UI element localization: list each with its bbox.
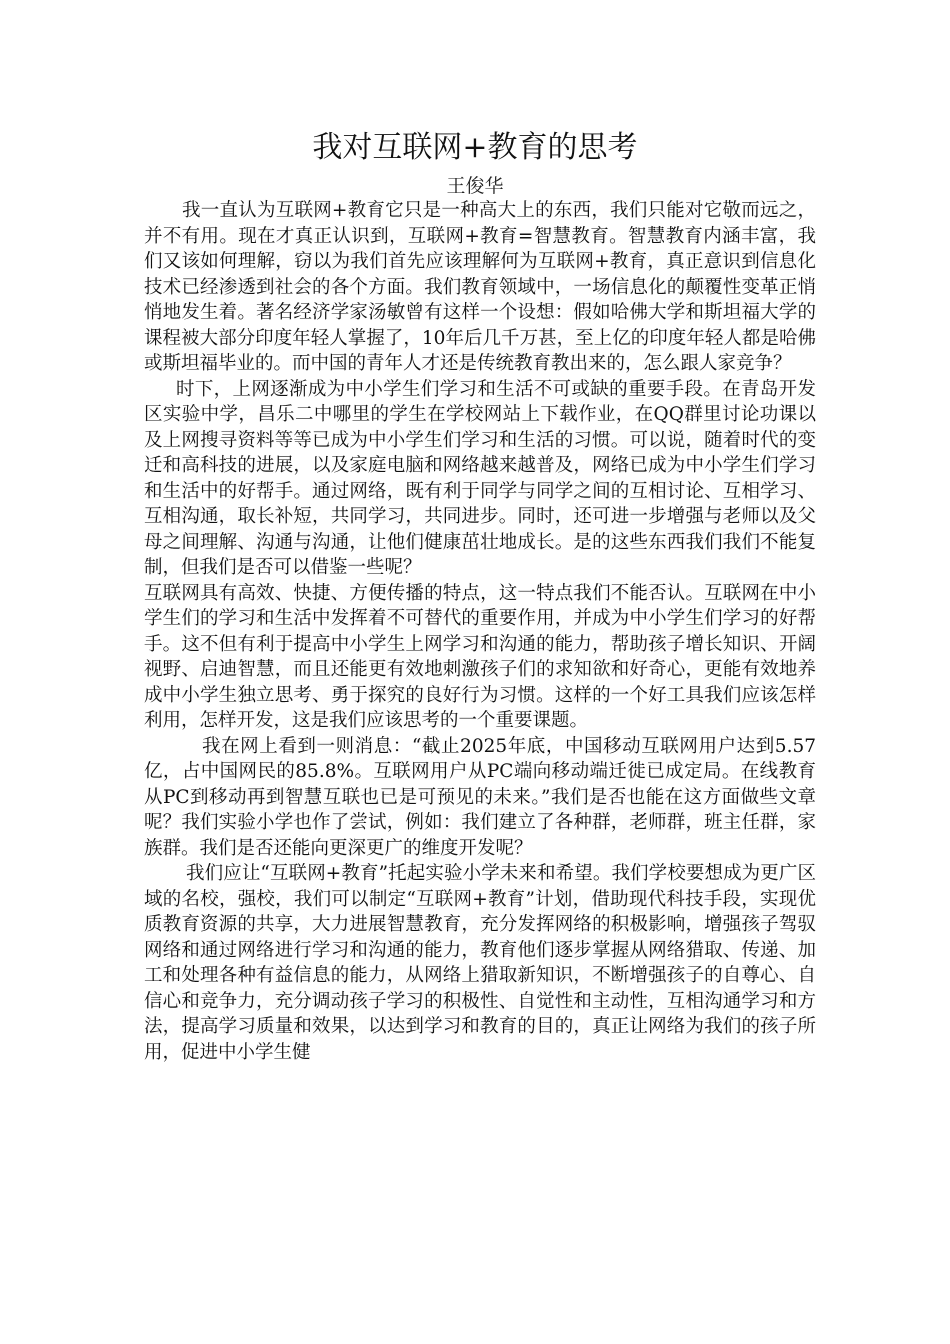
document-author: 王俊华 bbox=[446, 175, 504, 197]
paragraph-1: 我一直认为互联网+教育它只是一种高大上的东西，我们只能对它敬而远之，并不有用。现在才真正认识到，互联网+教育=智慧教育。智慧教育内涵丰富，我们又该如何理解，窃以为我们首先应该理解何为互联网+教育，真正意识到信息化技术已经渗透到社会的各个方面。我们教育领域中，一场信息化的颠覆性变革正悄悄地发生着。著名经济学家汤敏曾有这样一个设想：假如哈佛大学和斯坦福大学的课程被大部分印度年轻人掌握了，10年后几千万甚，至上亿的印度年轻人都是哈佛或斯坦福毕业的。而中国的青年人才还是传统教育教出来的，怎么跟人家竞争？ bbox=[144, 200, 816, 374]
paragraph-2: 时下，上网逐渐成为中小学生们学习和生活不可或缺的重要手段。在青岛开发区实验中学，昌乐二中哪里的学生在学校网站上下载作业，在QQ群里讨论功课以及上网搜寻资料等等已成为中小学生们学习和生活的习惯。可以说，随着时代的变迁和高科技的进展，以及家庭电脑和网络越来越普及，网络已成为中小学生们学习和生活中的好帮手。通过网络，既有利于同学与同学之间的互相讨论、互相学习、互相沟通，取长补短，共同学习，共同进步。同时，还可进一步增强与老师以及父母之间理解、沟通与沟通，让他们健康茁壮地成长。是的这些东西我们我们不能复制，但我们是否可以借鉴一些呢？ bbox=[144, 378, 816, 578]
document-body bbox=[144, 198, 816, 1065]
paragraph-5: 我们应让“互联网+教育”托起实验小学未来和希望。我们学校要想成为更广区域的名校，强校，我们可以制定“互联网+教育”计划，借助现代科技手段，实现优质教育资源的共享，大力进展智慧教育，充分发挥网络的积极影响，增强孩子驾驭网络和通过网络进行学习和沟通的能力，教育他们逐步掌握从网络猎取、传递、加工和处理各种有益信息的能力，从网络上猎取新知识，不断增强孩子的自尊心、自信心和竞争力，充分调动孩子学习的积极性、自觉性和主动性，互相沟通学习和方法，提高学习质量和效果，以达到学习和教育的目的，真正让网络为我们的孩子所用，促进中小学生健 bbox=[144, 863, 816, 1063]
paragraph-3: 互联网具有高效、快捷、方便传播的特点，这一特点我们不能否认。互联网在中小学生们的学习和生活中发挥着不可替代的重要作用，并成为中小学生们学习的好帮手。这不但有利于提高中小学生上网学习和沟通的能力，帮助孩子增长知识、开阔视野、启迪智慧，而且还能更有效地刺激孩子们的求知欲和好奇心，更能有效地养成中小学生独立思考、勇于探究的良好行为习惯。这样的一个好工具我们应该怎样利用，怎样开发，这是我们应该思考的一个重要课题。 bbox=[144, 582, 816, 731]
paragraph-4: 我在网上看到一则消息：“截止2025年底，中国移动互联网用户达到5.57亿，占中国网民的85.8%。互联网用户从PC端向移动端迁徙已成定局。在线教育从PC到移动再到智慧互联也已是可预见的未来。”我们是否也能在这方面做些文章呢？我们实验小学也作了尝试，例如：我们建立了各种群，老师群，班主任群，家族群。我们是否还能向更深更广的维度开发呢？ bbox=[144, 735, 816, 859]
document-title: 我对互联网+教育的思考 bbox=[312, 130, 638, 165]
